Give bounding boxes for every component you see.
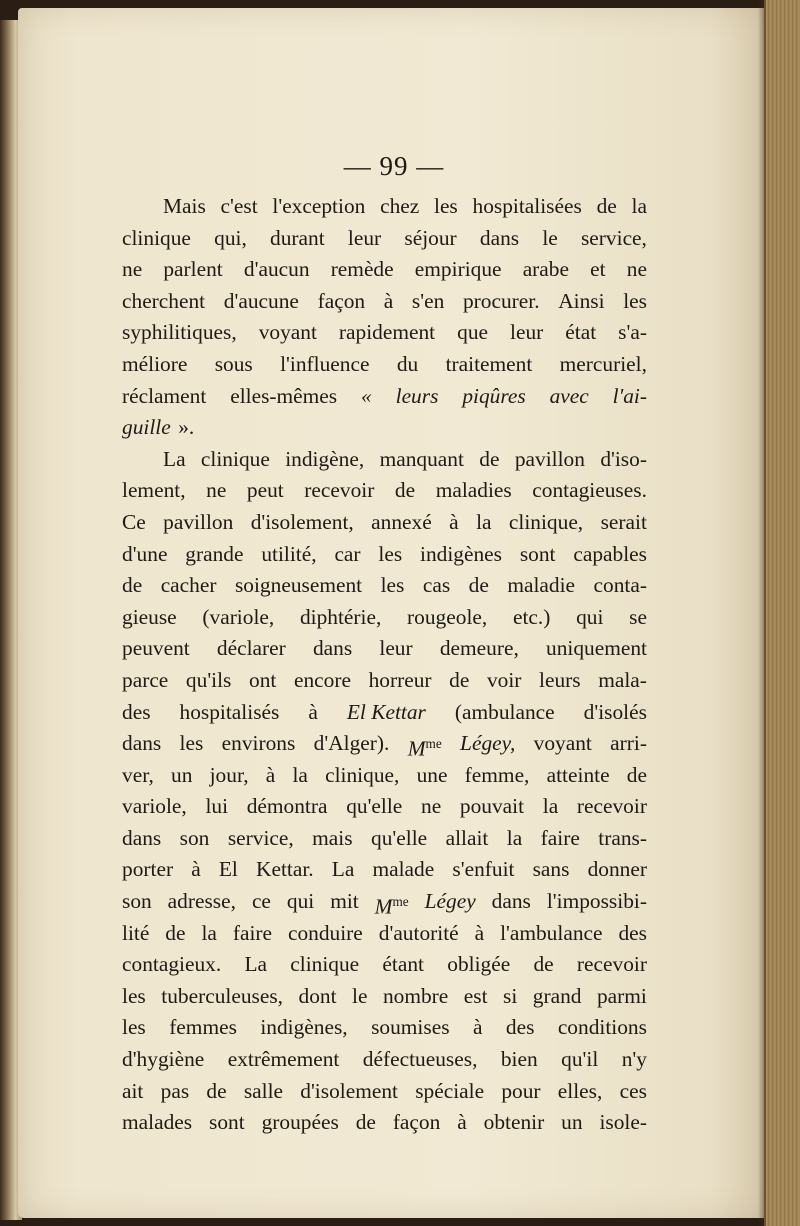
word: nombre (382, 983, 449, 1008)
word: tuberculeuses, (161, 983, 284, 1008)
word: elles-mêmes (230, 383, 338, 408)
text-line (122, 539, 647, 571)
word: faire (232, 920, 273, 945)
word: ne (626, 257, 647, 282)
word: clinique (200, 446, 270, 471)
word: mais (312, 825, 353, 850)
text-line (122, 223, 647, 255)
word: ver, (122, 762, 154, 787)
word: leur (510, 320, 544, 345)
word: clinique (290, 952, 360, 977)
word: des (505, 1015, 535, 1040)
text-line (122, 602, 647, 634)
word: bien (500, 1047, 538, 1072)
word: femmes (169, 1015, 237, 1040)
word: à (457, 1110, 467, 1135)
text-line (122, 633, 647, 665)
word: l'ai- (612, 383, 647, 408)
word: avec (549, 383, 589, 408)
word: état (565, 320, 597, 345)
word: d'iso- (600, 446, 647, 471)
word: le (542, 225, 558, 250)
word: cherchent (122, 288, 206, 313)
word: ne (206, 478, 227, 503)
text-line (122, 191, 647, 223)
word: façon (392, 1110, 441, 1135)
word: recevoir (304, 478, 375, 503)
text-line (122, 1107, 647, 1139)
word: les (378, 541, 403, 566)
word: est (463, 983, 488, 1008)
word: de (596, 194, 617, 218)
word: lité (122, 920, 150, 945)
word: arabe (522, 257, 569, 282)
word: guille (122, 415, 171, 440)
word: ait (122, 1078, 144, 1103)
word: procurer. (462, 288, 540, 313)
word: variole, (122, 794, 187, 819)
word: peut (246, 478, 284, 503)
word: Ainsi (558, 288, 605, 313)
word: porter (122, 857, 174, 882)
word: El (218, 857, 238, 882)
word: d'une (122, 541, 168, 566)
word: car (334, 541, 361, 566)
text-line (122, 697, 647, 729)
word: recevoir (576, 794, 647, 819)
word: jour, (209, 762, 249, 787)
word: cacher (160, 573, 217, 598)
word: conta- (593, 573, 647, 598)
word: soigneusement (234, 573, 363, 598)
word: conduire (287, 920, 363, 945)
word: qu'ils (185, 667, 232, 692)
word: défectueuses, (362, 1047, 478, 1072)
word: voir (486, 667, 522, 692)
word: indigène, (285, 446, 365, 471)
text-line (122, 854, 647, 886)
word: d'autorité (378, 920, 459, 945)
text-line (122, 317, 647, 349)
word: parce (122, 667, 169, 692)
word: (variole, (202, 604, 275, 629)
word: qu'elle (371, 825, 428, 850)
word: Mais (163, 194, 206, 218)
word: salle (243, 1078, 284, 1103)
text-line (122, 570, 647, 602)
word: dont (298, 983, 337, 1008)
word: malades (122, 1110, 193, 1135)
word: une (416, 762, 448, 787)
word: dans (479, 225, 520, 250)
text-line (122, 886, 647, 918)
text-line (122, 918, 647, 950)
word: lui (205, 794, 229, 819)
word: dans (122, 731, 162, 756)
word: dans (491, 889, 531, 914)
text-line (122, 444, 647, 476)
word: pas (160, 1078, 190, 1103)
word: la (292, 762, 308, 787)
word: uniquement (546, 636, 647, 661)
word: méliore (122, 351, 188, 376)
word: à (308, 699, 318, 724)
word: s'enfuit (452, 857, 515, 882)
text-line (122, 949, 647, 981)
word: l'ambulance (500, 920, 603, 945)
word: les (179, 731, 204, 756)
word: leurs (539, 667, 581, 692)
word: voyant (533, 731, 592, 756)
text-line (122, 823, 647, 855)
word: qui, (214, 225, 247, 250)
word: qui (286, 889, 315, 914)
word: dans (122, 825, 162, 850)
word: qu'il (561, 1047, 599, 1072)
word: $M^{me}$ (407, 736, 442, 761)
word: clinique, (508, 509, 584, 534)
word: Ce (122, 509, 146, 534)
word: sont (209, 1110, 245, 1135)
word: son (179, 825, 210, 850)
word: conditions (557, 1015, 647, 1040)
word: les (122, 983, 146, 1008)
word: à (472, 1015, 483, 1040)
word: grand (532, 983, 582, 1008)
word: piqûres (462, 383, 526, 408)
word: à (191, 857, 201, 882)
text-line (122, 507, 647, 539)
word: la (631, 194, 647, 218)
word: maladies (435, 478, 512, 503)
word: environs (221, 731, 296, 756)
word: annexé (371, 509, 432, 534)
word: d'aucun (243, 257, 310, 282)
word: de (355, 1110, 376, 1135)
word: contagieuses. (532, 478, 647, 503)
word: service, (227, 825, 294, 850)
word: empirique (414, 257, 502, 282)
word: horreur (368, 667, 432, 692)
word: donner (587, 857, 647, 882)
word: Légey (424, 889, 476, 914)
word: son (122, 889, 152, 914)
word: d'aucune (223, 288, 299, 313)
word: à (265, 762, 276, 787)
word: isole- (599, 1110, 647, 1135)
word: peuvent (122, 636, 190, 661)
word: la (542, 794, 559, 819)
word: grande (185, 541, 244, 566)
word: de (206, 1078, 227, 1103)
word: pouvait (459, 794, 525, 819)
word: de (533, 952, 554, 977)
word: hospitalisées (472, 194, 582, 218)
word: syphilitiques, (122, 320, 237, 345)
word: ce (251, 889, 271, 914)
text-line (122, 981, 647, 1013)
word: démontra (246, 794, 328, 819)
word: dans (312, 636, 353, 661)
word: les (434, 194, 458, 218)
word: pour (501, 1078, 541, 1103)
word: ne (122, 257, 143, 282)
word: groupées (261, 1110, 339, 1135)
word: faire (540, 825, 580, 850)
word: ces (619, 1078, 647, 1103)
word: cas (422, 573, 451, 598)
word: Kettar. (256, 857, 314, 882)
word: de (394, 478, 416, 503)
word: leur (379, 636, 413, 661)
text-line (122, 1044, 647, 1076)
word: utilité, (261, 541, 317, 566)
word: lement, (122, 478, 186, 503)
word: trans- (598, 825, 647, 850)
text-line (122, 475, 647, 507)
text-line (122, 728, 647, 760)
word: sans (532, 857, 570, 882)
text-line (122, 349, 647, 381)
word: spéciale (415, 1078, 485, 1103)
word: La (244, 952, 268, 977)
word: chez (380, 194, 420, 218)
word: demeure, (439, 636, 519, 661)
word: les (380, 573, 405, 598)
word: ». (178, 415, 195, 440)
word: du (396, 351, 419, 376)
word: $M^{me}$ (374, 894, 409, 919)
word: femme, (464, 762, 530, 787)
word: gieuse (122, 604, 177, 629)
word: clinique, (325, 762, 400, 787)
word: pavillon (163, 509, 234, 534)
word: d'hygiène (122, 1047, 205, 1072)
word: de (165, 920, 186, 945)
word: l'impossibi- (546, 889, 647, 914)
word: serait (600, 509, 647, 534)
word: La (331, 857, 355, 882)
word: maladie (507, 573, 576, 598)
word: parmi (596, 983, 647, 1008)
word: la (476, 509, 492, 534)
text-line (122, 286, 647, 318)
word: service, (580, 225, 647, 250)
body-text (122, 191, 647, 1139)
word: à (383, 288, 394, 313)
word: rapidement (338, 320, 436, 345)
word: capables (573, 541, 647, 566)
word: El Kettar (346, 699, 426, 724)
word: voyant (258, 320, 317, 345)
word: leurs (395, 383, 439, 408)
word: parlent (163, 257, 223, 282)
word: « (361, 383, 372, 408)
word: d'isolement, (250, 509, 354, 534)
word: d'isolés (583, 699, 647, 724)
word: soumises (371, 1015, 450, 1040)
right-page-stack (764, 0, 800, 1226)
word: déclarer (216, 636, 286, 661)
word: hospitalisés (179, 699, 280, 724)
word: allait (445, 825, 489, 850)
word: réclament (122, 383, 207, 408)
word: La (163, 446, 186, 471)
word: ont (249, 667, 277, 692)
word: à (449, 509, 459, 534)
word: atteinte (546, 762, 610, 787)
word: un (561, 1110, 583, 1135)
text-line (122, 760, 647, 792)
word: ne (421, 794, 442, 819)
word: diphtérie, (299, 604, 382, 629)
word: le (352, 983, 368, 1008)
word: Légey, (460, 731, 516, 756)
word: etc.) (512, 604, 551, 629)
word: pavillon (514, 446, 585, 471)
page-sheet (18, 8, 770, 1218)
text-line (122, 791, 647, 823)
word: si (503, 983, 518, 1008)
word: de (626, 762, 647, 787)
word: des (618, 920, 647, 945)
word: s'a- (618, 320, 647, 345)
word: sont (519, 541, 556, 566)
page-number: — 99 — (343, 151, 445, 181)
word: et (590, 257, 606, 282)
word: mercuriel, (559, 351, 647, 376)
word: qui (576, 604, 604, 629)
word: arri- (610, 731, 647, 756)
word: de (468, 573, 489, 598)
word: façon (317, 288, 366, 313)
word: les (122, 1015, 146, 1040)
word: l'influence (280, 351, 370, 376)
word: indigènes, (260, 1015, 348, 1040)
text-line (122, 412, 647, 444)
text-line (122, 381, 647, 413)
word: mala- (598, 667, 647, 692)
word: s'en (411, 288, 445, 313)
word: un (171, 762, 193, 787)
word: sous (214, 351, 253, 376)
word: remède (330, 257, 394, 282)
word: d'isolement (300, 1078, 398, 1103)
word: adresse, (167, 889, 236, 914)
text-line (122, 254, 647, 286)
word: les (623, 288, 647, 313)
word: malade (372, 857, 435, 882)
word: c'est (220, 194, 258, 218)
word: de (122, 573, 143, 598)
word: n'y (621, 1047, 647, 1072)
word: à (474, 920, 485, 945)
word: que (457, 320, 489, 345)
word: traitement (445, 351, 533, 376)
word: rougeole, (407, 604, 488, 629)
word: la (506, 825, 523, 850)
word: clinique (122, 225, 191, 250)
word: recevoir (576, 952, 647, 977)
word: étant (382, 952, 424, 977)
text-line (122, 665, 647, 697)
word: contagieux. (122, 952, 222, 977)
word: l'exception (272, 194, 366, 218)
word: elles, (557, 1078, 603, 1103)
word: de (479, 446, 500, 471)
word: extrêmement (227, 1047, 340, 1072)
word: séjour (404, 225, 457, 250)
word: (ambulance (454, 699, 555, 724)
word: de (449, 667, 470, 692)
word: manquant (379, 446, 464, 471)
word: leur (347, 225, 382, 250)
word: encore (293, 667, 351, 692)
word: obligée (447, 952, 511, 977)
word: des (122, 699, 151, 724)
word: se (629, 604, 647, 629)
word: d'Alger). (313, 731, 390, 756)
word: la (201, 920, 217, 945)
word: qu'elle (346, 794, 403, 819)
text-line (122, 1012, 647, 1044)
word: durant (270, 225, 325, 250)
text-line (122, 1076, 647, 1108)
word: obtenir (483, 1110, 545, 1135)
word: mit (330, 889, 359, 914)
word: indigènes (420, 541, 502, 566)
